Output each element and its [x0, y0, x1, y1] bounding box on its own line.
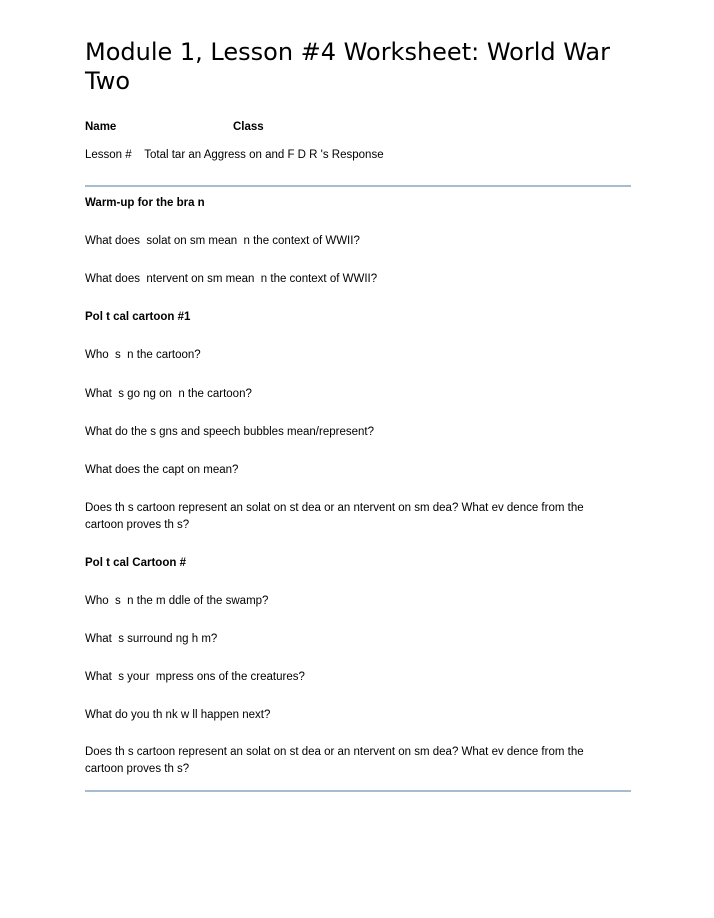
- warmup-heading: Warm-up for the bra n: [85, 197, 205, 209]
- warmup-question-1: What does solat on sm mean n the context of WWII?: [85, 235, 360, 247]
- cartoon2-question-3: What s your mpress ons of the creatures?: [85, 671, 305, 683]
- lesson-line: Lesson # Total tar an Aggress on and F D R 's Response: [85, 149, 384, 161]
- top-divider: [85, 185, 631, 187]
- cartoon2-heading: Pol t cal Cartoon #: [85, 557, 186, 569]
- cartoon2-question-4: What do you th nk w ll happen next?: [85, 709, 271, 721]
- warmup-question-2: What does ntervent on sm mean n the context of WWII?: [85, 273, 378, 285]
- cartoon2-question-1: Who s n the m ddle of the swamp?: [85, 595, 269, 607]
- cartoon1-question-4: What does the capt on mean?: [85, 464, 239, 476]
- name-label: Name: [85, 121, 117, 133]
- cartoon1-question-2: What s go ng on n the cartoon?: [85, 388, 252, 400]
- page-title: Module 1, Lesson #4 Worksheet: World War Two: [85, 38, 610, 95]
- bottom-divider: [85, 790, 631, 792]
- cartoon1-question-1: Who s n the cartoon?: [85, 349, 201, 361]
- cartoon1-question-3: What do the s gns and speech bubbles mean/represent?: [85, 426, 374, 438]
- cartoon1-heading: Pol t cal cartoon #1: [85, 311, 191, 323]
- cartoon2-question-5: Does th s cartoon represent an solat on st dea or an ntervent on sm dea? What ev dence from the cartoon proves th s?: [85, 746, 584, 775]
- class-label: Class: [233, 121, 264, 133]
- cartoon2-question-2: What s surround ng h m?: [85, 633, 218, 645]
- cartoon1-question-5: Does th s cartoon represent an solat on st dea or an ntervent on sm dea? What ev dence from the cartoon proves th s?: [85, 502, 584, 531]
